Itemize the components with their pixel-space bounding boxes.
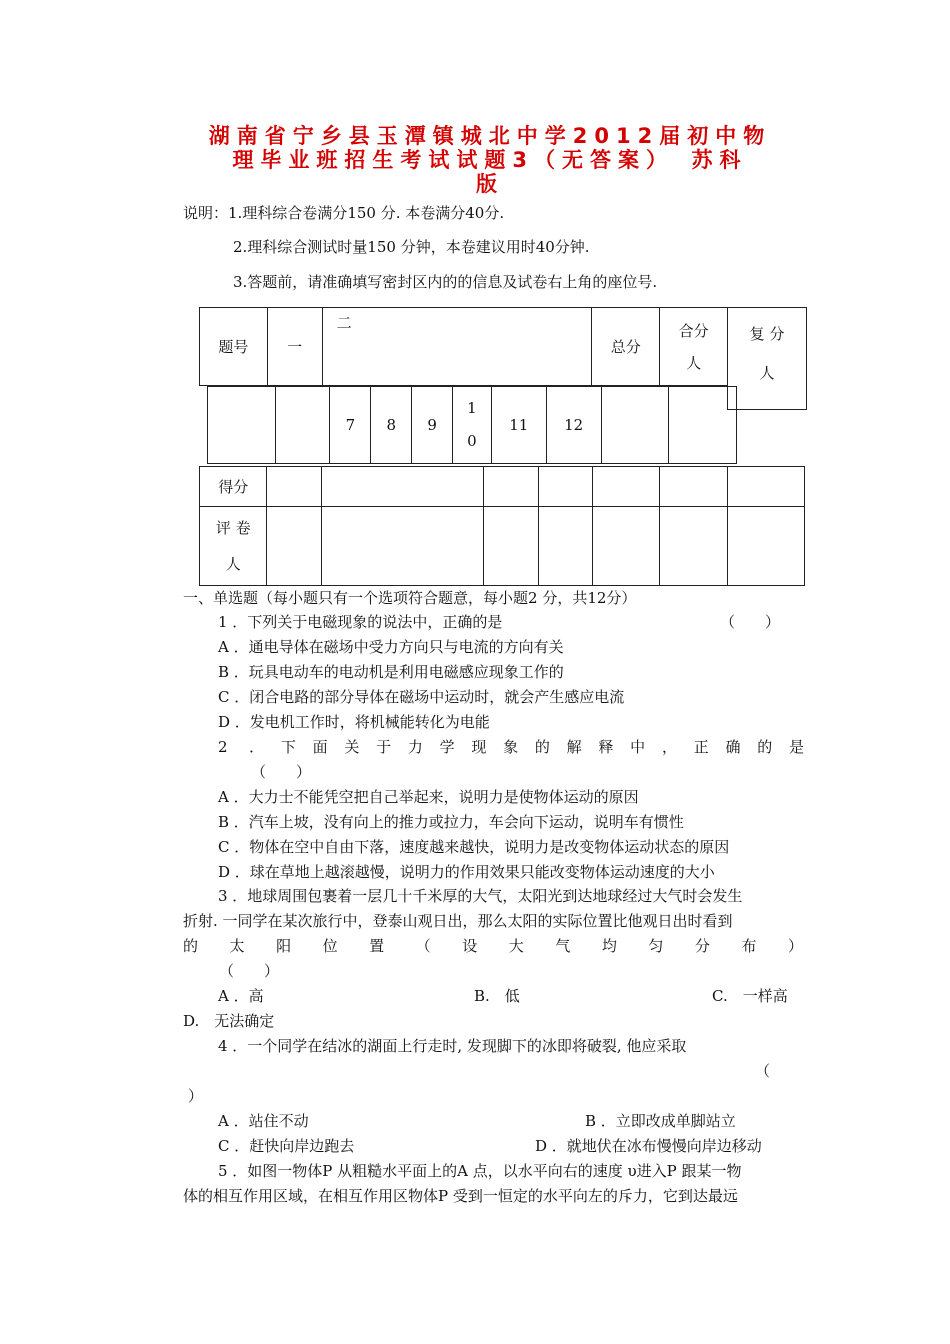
q4-stem: 4 ．一个同学在结冰的湖面上行走时, 发现脚下的冰即将破裂, 他应采取 bbox=[218, 1037, 687, 1055]
q4-paren-close: ） bbox=[188, 1087, 204, 1105]
q2-option-a: A ．大力士不能凭空把自己举起来，说明力是使物体运动的原因 bbox=[218, 788, 639, 806]
note-3: 3.答题前，请准确填写密封区内的的信息及试卷右上角的座位号. bbox=[233, 273, 658, 291]
blank-cell bbox=[538, 467, 592, 507]
er-label: 二 bbox=[336, 314, 352, 332]
num-8: 8 bbox=[371, 387, 412, 464]
num-10 bbox=[453, 387, 492, 464]
blank-cell bbox=[727, 467, 804, 507]
blank-cell bbox=[660, 507, 727, 586]
score-table-numbers bbox=[207, 386, 737, 464]
num-12: 12 bbox=[546, 387, 601, 464]
q4-option-a: A ．站住不动 bbox=[218, 1112, 309, 1130]
score-table-header bbox=[199, 307, 728, 386]
q4-paren-open: （ bbox=[755, 1062, 771, 1080]
pingjuan-label-a: 评 卷 bbox=[215, 519, 251, 537]
q1-option-c: C ．闭合电路的部分导体在磁场中运动时，就会产生感应电流 bbox=[218, 688, 625, 706]
blank-cell bbox=[660, 467, 727, 507]
blank-cell bbox=[267, 467, 321, 507]
q3-line-2: 折射. 一同学在某次旅行中，登泰山观日出，那么太阳的实际位置比他观日出时看到 bbox=[183, 912, 733, 930]
blank-cell bbox=[275, 387, 330, 464]
num-11: 11 bbox=[491, 387, 546, 464]
tihao-cell: 题号 bbox=[200, 308, 268, 386]
q4-option-b: B ．立即改成单脚站立 bbox=[585, 1112, 736, 1130]
note-1: 说明：1.理科综合卷满分150 分. 本卷满分40分. bbox=[183, 204, 505, 222]
q2-paren: （ ） bbox=[251, 763, 312, 781]
hefen-cell bbox=[660, 308, 728, 386]
q5-line-1: 5 ．如图一物体P 从粗糙水平面上的A 点，以水平向右的速度 υ进入P 跟某一物 bbox=[218, 1162, 742, 1180]
q3-option-c: C. 一样高 bbox=[712, 987, 788, 1005]
q5-line-2: 体的相互作用区域，在相互作用区物体P 受到一恒定的水平向左的斥力，它到达最远 bbox=[183, 1187, 738, 1205]
title-line-3: 版 bbox=[476, 172, 504, 196]
blank-cell bbox=[669, 387, 737, 464]
q2-option-c: C ．物体在空中自由下落，速度越来越快，说明力是改变物体运动状态的原因 bbox=[218, 838, 730, 856]
blank-cell bbox=[484, 467, 538, 507]
blank-cell bbox=[593, 507, 660, 586]
blank-cell bbox=[267, 507, 321, 586]
q1-option-d: D ．发电机工作时，将机械能转化为电能 bbox=[218, 713, 490, 731]
title-line-1: 湖南省宁乡县玉潭镇城北中学2012届初中物 bbox=[208, 124, 772, 148]
num-10-a: 1 bbox=[467, 399, 477, 417]
fufen-label-b: 人 bbox=[759, 364, 775, 382]
blank-cell bbox=[321, 467, 483, 507]
title-line-2: 理毕业班招生考试试题3（无答案） 苏科 bbox=[232, 148, 748, 172]
section-1-heading: 一、单选题（每小题只有一个选项符合题意，每小题2 分，共12分） bbox=[183, 589, 637, 607]
blank-cell bbox=[727, 507, 804, 586]
q1-stem: 1 ．下列关于电磁现象的说法中，正确的是 bbox=[218, 613, 503, 631]
q4-option-c: C ．赶快向岸边跑去 bbox=[218, 1137, 355, 1155]
fufen-box bbox=[727, 307, 807, 410]
q1-paren: （ ） bbox=[720, 613, 781, 631]
hefen-label-a: 合分 bbox=[678, 321, 709, 340]
er-cell bbox=[322, 308, 592, 386]
pingjuan-cell bbox=[200, 507, 267, 586]
q3-paren: （ ） bbox=[219, 962, 280, 980]
blank-cell bbox=[601, 387, 669, 464]
hefen-label-b: 人 bbox=[686, 353, 702, 372]
defen-cell: 得分 bbox=[200, 467, 267, 507]
q3-line-3: 的太阳位置（设大气均匀分布） bbox=[183, 937, 803, 955]
q1-option-a: A ．通电导体在磁场中受力方向只与电流的方向有关 bbox=[218, 638, 564, 656]
pingjuan-label-b: 人 bbox=[225, 555, 241, 573]
q3-option-a: A ．高 bbox=[218, 987, 264, 1005]
yi-cell: 一 bbox=[267, 308, 322, 386]
q2-option-b: B ．汽车上坡，没有向上的推力或拉力，车会向下运动，说明车有惯性 bbox=[218, 813, 684, 831]
blank-cell bbox=[321, 507, 483, 586]
num-10-b: 0 bbox=[467, 432, 477, 450]
score-table-scores bbox=[199, 466, 805, 586]
num-9: 9 bbox=[412, 387, 453, 464]
fufen-label-a: 复 分 bbox=[749, 325, 785, 343]
q3-option-b: B. 低 bbox=[474, 987, 520, 1005]
q2-stem: 2 ．下面关于力学现象的解释中，正确的是 bbox=[218, 738, 804, 756]
blank-cell bbox=[538, 507, 592, 586]
blank-cell bbox=[593, 467, 660, 507]
q3-option-d: D. 无法确定 bbox=[183, 1012, 275, 1030]
note-2: 2.理科综合测试时量150 分钟，本卷建议用时40分钟. bbox=[233, 238, 590, 256]
blank-cell bbox=[208, 387, 276, 464]
q4-option-d: D ．就地伏在冰布慢慢向岸边移动 bbox=[535, 1137, 762, 1155]
zongfen-cell: 总分 bbox=[592, 308, 660, 386]
blank-cell bbox=[484, 507, 538, 586]
q1-option-b: B ．玩具电动车的电动机是利用电磁感应现象工作的 bbox=[218, 663, 564, 681]
q2-option-d: D ．球在草地上越滚越慢，说明力的作用效果只能改变物体运动速度的大小 bbox=[218, 863, 715, 881]
q3-line-1: 3 ．地球周围包裹着一层几十千米厚的大气，太阳光到达地球经过大气时会发生 bbox=[218, 887, 743, 905]
num-7: 7 bbox=[330, 387, 371, 464]
